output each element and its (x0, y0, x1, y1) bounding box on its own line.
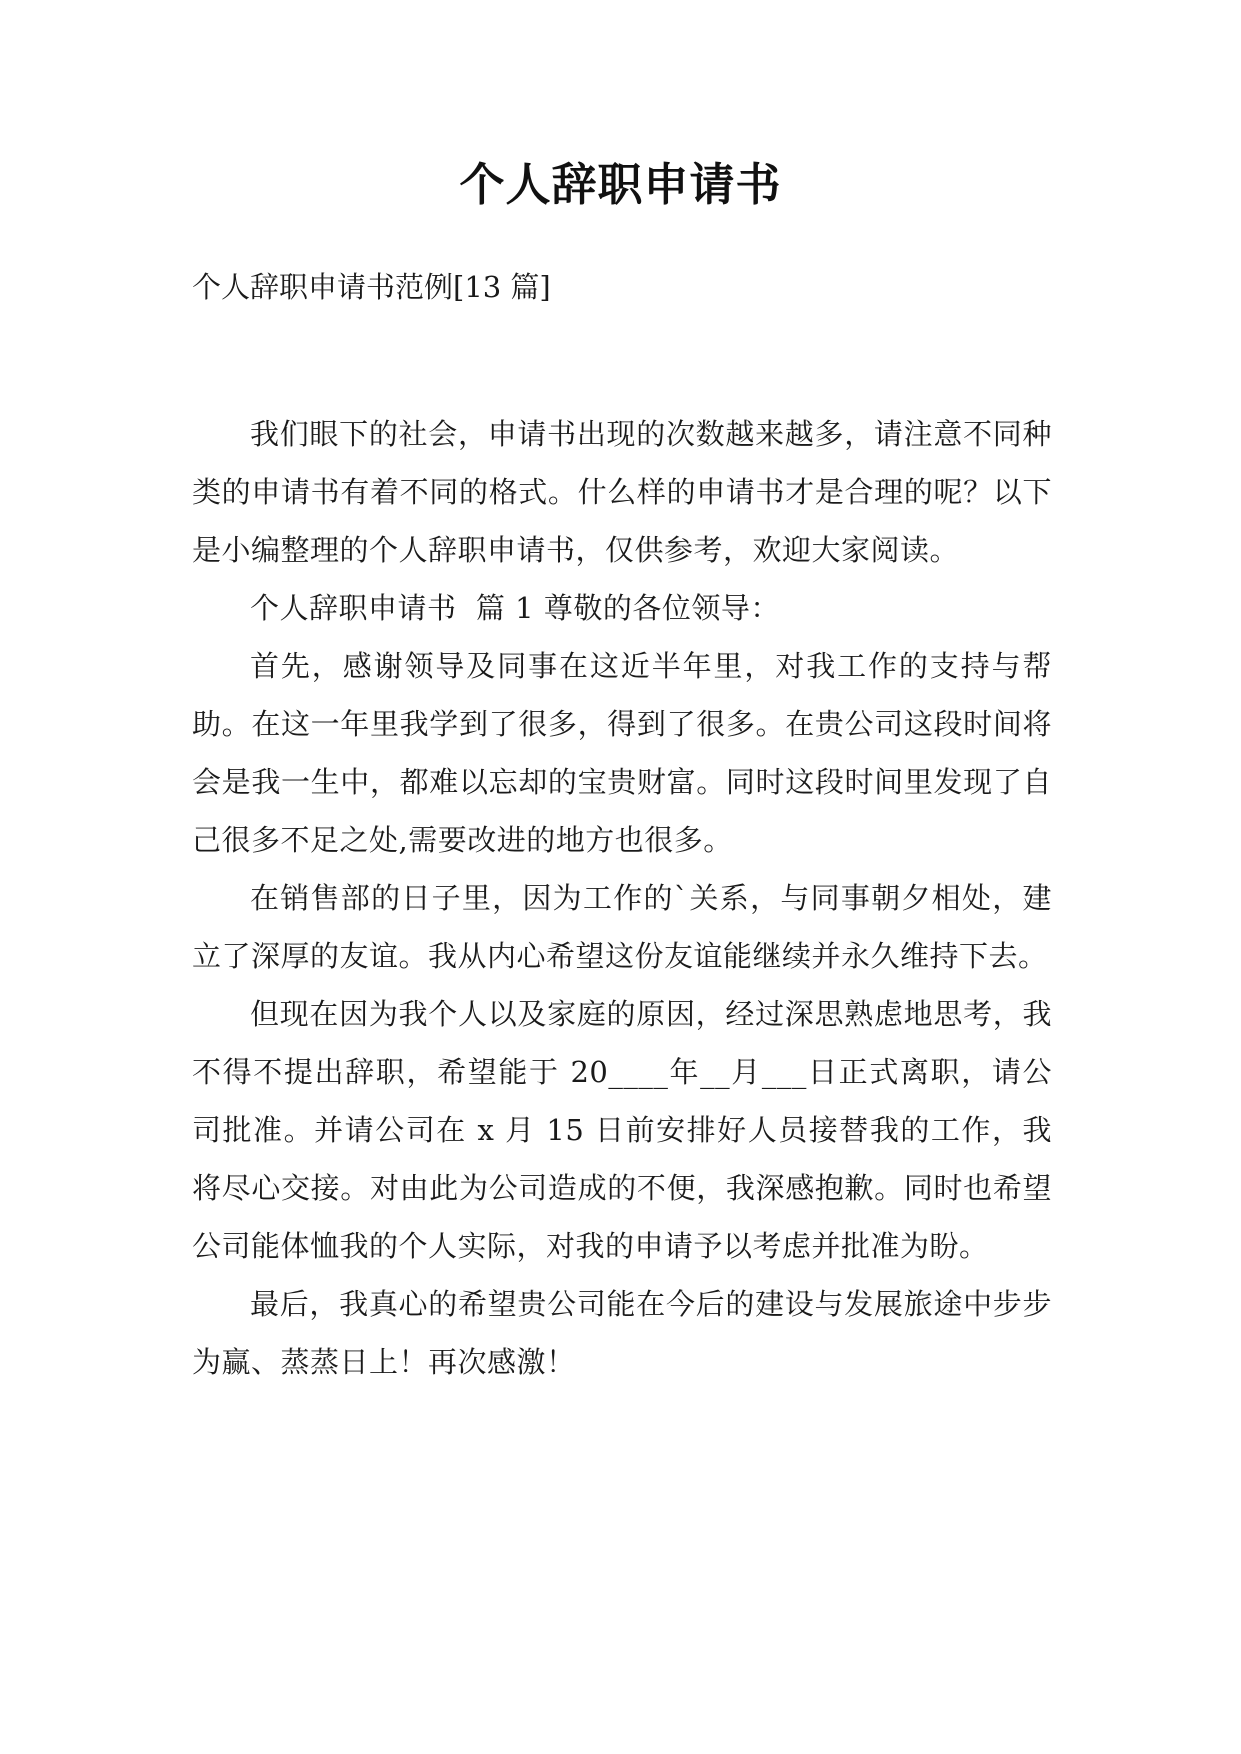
document-body (192, 405, 1052, 1391)
document-subtitle: 个人辞职申请书范例[13 篇] (192, 270, 551, 304)
paragraph-resignation: 但现在因为我个人以及家庭的原因，经过深思熟虑地思考，我不得不提出辞职，希望能于 20____年__月___日正式离职，请公司批准。并请公司在 x 月 15 日前安排好人员接替我的工作，我将尽心交接。对由此为公司造成的不便，我深感抱歉。同时也希望公司能体恤我的个人实际，对我的申请予以考虑并批准为盼。 (192, 997, 1052, 1263)
paragraph-salutation: 个人辞职申请书 篇 1 尊敬的各位领导： (250, 591, 780, 625)
paragraph-closing: 最后，我真心的希望贵公司能在今后的建设与发展旅途中步步为赢、蒸蒸日上！再次感激！ (192, 1287, 1052, 1379)
document-title: 个人辞职申请书 (459, 158, 782, 211)
paragraph-intro: 我们眼下的社会，申请书出现的次数越来越多，请注意不同种类的申请书有着不同的格式。什么样的申请书才是合理的呢？以下是小编整理的个人辞职申请书，仅供参考，欢迎大家阅读。 (192, 417, 1052, 567)
paragraph-friendship: 在销售部的日子里，因为工作的`关系，与同事朝夕相处，建立了深厚的友谊。我从内心希望这份友谊能继续并永久维持下去。 (192, 881, 1052, 973)
paragraph-thanks: 首先，感谢领导及同事在这近半年里，对我工作的支持与帮助。在这一年里我学到了很多，得到了很多。在贵公司这段时间将会是我一生中，都难以忘却的宝贵财富。同时这段时间里发现了自己很多不足之处,需要改进的地方也很多。 (192, 649, 1052, 857)
